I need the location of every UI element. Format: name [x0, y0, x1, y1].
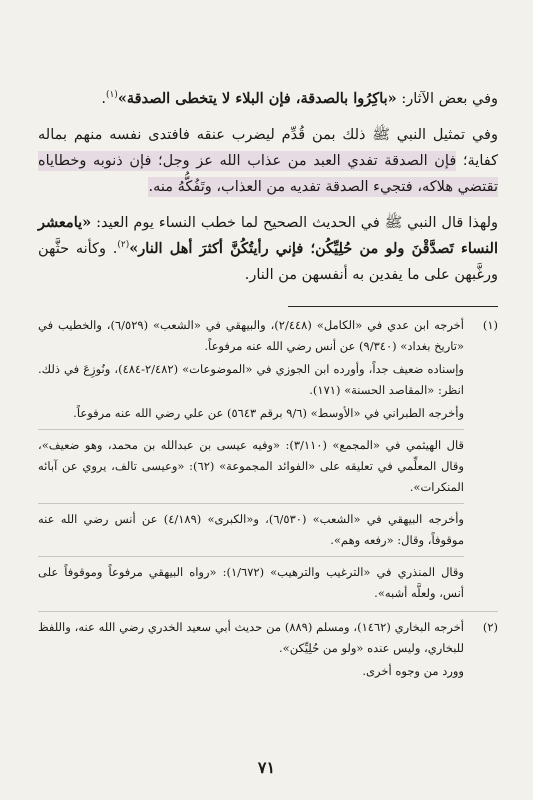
footnote-separator — [288, 306, 498, 307]
footnote-1 — [38, 315, 498, 606]
footnote-paragraph: وورد من وجوه أخرى. — [362, 664, 464, 678]
p1-text: وفي بعض الآثار: — [396, 91, 498, 107]
p1-quote: «باكِرُوا بالصدقة، فإن البلاء لا يتخطى الصدقة» — [117, 90, 397, 107]
footnote-ref-1[interactable]: (١) — [105, 90, 118, 101]
footnote-divider — [38, 503, 464, 504]
footnote-paragraph: وأخرجه البيهقي في «الشعب» (٦/٥٣٠)، و«الكبرى» (٤/١٨٩) عن أنس رضي الله عنه موقوفاً، وقال: «رفعه وهم». — [38, 512, 464, 547]
footnote-paragraph: أخرجه البخاري (١٤٦٢)، ومسلم (٨٨٩) من حديث أبي سعيد الخدري رضي الله عنه، واللفظ للبخاري، وليس عنده «ولو من حُلِيِّكن». — [38, 620, 464, 655]
footnote-paragraph: وأخرجه الطبراني في «الأوسط» (٩/٦ برقم ٥٦٤٣) عن علي رضي الله عنه مرفوعاً. — [73, 406, 464, 420]
highlighted-passage: فإن الصدقة تفدي العبد من عذاب الله عز وجل؛ فإن ذنوبه وخطاياه تقتضي هلاكه، فتجيء الصدقة تفديه من العذاب، وتَفُكُّهُ منه. — [38, 153, 498, 195]
footnote-ref-2[interactable]: (٢) — [117, 240, 130, 251]
footnotes — [38, 315, 498, 684]
footnote-divider — [38, 556, 464, 557]
p3-quote: «يامعشر النساء تَصدَّقْنَ ولو من حُلِيِّكُن؛ فإني رأيتُكُنَّ أكثرَ أهل النار» — [38, 214, 498, 257]
footnote-paragraph: قال الهيثمي في «المجمع» (٣/١١٠): «وفيه عيسى بن عبدالله بن محمد، وهو ضعيف»، وقال المعلِّمي في تعليقه على «الفوائد المجموعة» (٦٢): «وعيسى تالف، يروي عن آبائه المنكرات». — [38, 438, 464, 494]
paragraph-3 — [38, 210, 498, 288]
footnote-number: (٢) — [482, 620, 498, 634]
p3-text: ولهذا قال النبي ﷺ في الحديث الصحيح لما خطب النساء يوم العيد: — [91, 215, 498, 231]
p3-end: . وكأنه حثَّهن ورغَّبهن على ما يفدين به أنفسهن من النار. — [38, 241, 498, 283]
main-text — [38, 86, 498, 288]
paragraph-2 — [38, 122, 498, 200]
footnote-2 — [38, 617, 498, 684]
p1-end: . — [101, 91, 106, 107]
page-content — [38, 86, 498, 685]
p2-text: وفي تمثيل النبي ﷺ ذلك بمن قُدِّم ليضرب عنقه فافتدى نفسه منهم بماله كفاية؛ — [38, 127, 499, 169]
footnote-divider — [38, 611, 498, 612]
footnote-paragraph: أخرجه ابن عدي في «الكامل» (٢/٤٤٨)، والبيهقي في «الشعب» (٦/٥٢٩)، والخطيب في «تاريخ بغداد» (٩/٣٤٠) عن أنس رضي الله عنه مرفوعاً. — [38, 318, 464, 353]
paragraph-1 — [38, 86, 498, 112]
footnote-paragraph: وقال المنذري في «الترغيب والترهيب» (١/٦٧٢): «رواه البيهقي مرفوعاً وموقوفاً على أنس، ولعلَّه أشبه». — [38, 565, 464, 600]
footnote-paragraph: وإسناده ضعيف جداً، وأورده ابن الجوزي في «الموضوعات» (٢/٤٨٢-٤٨٤)، ونُوزِعَ في ذلك. انظر: «المقاصد الحسنة» (١٧١). — [38, 362, 464, 397]
footnote-divider — [38, 429, 464, 430]
page-number: ٧١ — [257, 758, 276, 777]
footnote-number: (١) — [482, 318, 498, 332]
